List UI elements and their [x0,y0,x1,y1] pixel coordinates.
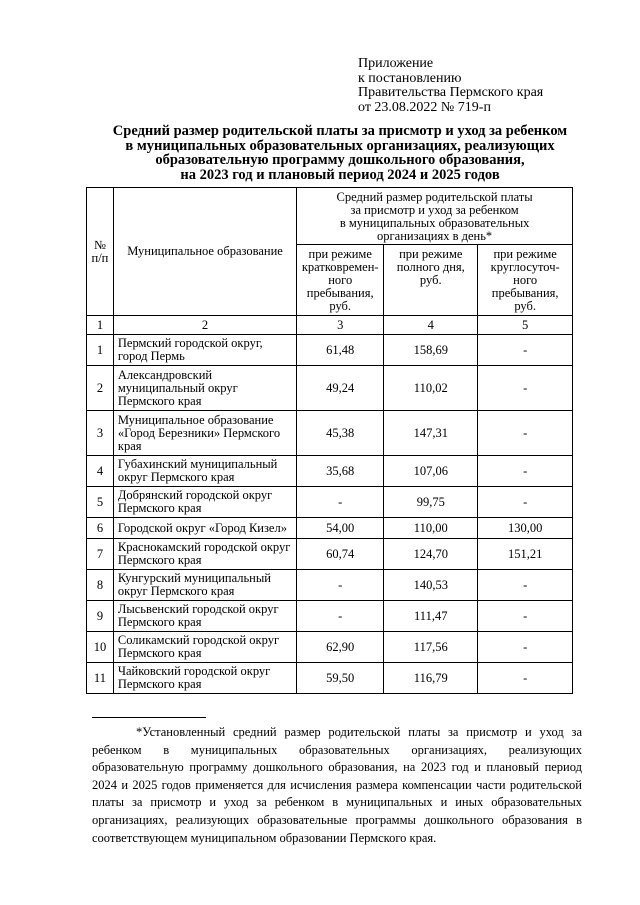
header-round-clock: при режиме круглосуточ- ного пребывания, руб. [478,245,573,316]
appendix-line: от 23.08.2022 № 719-п [358,99,491,115]
table-row [87,456,573,487]
short-stay-fee: - [297,570,384,601]
header-group: Средний размер родительской платы за присмотр и уход за ребенком в муниципальных образовательных организациях в день* [297,188,573,245]
short-stay-fee: - [297,487,384,518]
full-day-fee: 107,06 [384,456,478,487]
short-stay-fee: 62,90 [297,632,384,663]
full-day-fee: 99,75 [384,487,478,518]
appendix-line: к постановлению [358,70,462,86]
short-stay-fee: - [297,601,384,632]
table-row [87,539,573,570]
row-number: 6 [87,518,114,539]
short-stay-fee: 61,48 [297,335,384,366]
table-row [87,335,573,366]
short-stay-fee: 45,38 [297,411,384,456]
column-number: 2 [113,316,296,335]
row-number: 5 [87,487,114,518]
header-short-stay: при режиме кратковремен- ного пребывания, руб. [297,245,384,316]
title-line: на 2023 год и плановый период 2024 и 2025 годов [180,166,500,183]
document-title [60,124,620,182]
table-row [87,663,573,694]
appendix-line: Правительства Пермского края [358,85,544,100]
round-clock-fee: - [478,632,573,663]
column-number-row [87,316,573,335]
full-day-fee: 116,79 [384,663,478,694]
full-day-fee: 110,02 [384,366,478,411]
full-day-fee: 124,70 [384,539,478,570]
full-day-fee: 147,31 [384,411,478,456]
full-day-fee: 140,53 [384,570,478,601]
municipality-name: Городской округ «Город Кизел» [113,518,296,539]
municipality-name: Александровский муниципальный округ Пермского края [113,366,296,411]
row-number: 9 [87,601,114,632]
table-row [87,632,573,663]
table-row [87,518,573,539]
short-stay-fee: 49,24 [297,366,384,411]
round-clock-fee: - [478,366,573,411]
fees-table [86,187,573,694]
municipality-name: Кунгурский муниципальный округ Пермского края [113,570,296,601]
municipality-name: Пермский городской округ, город Пермь [113,335,296,366]
header-full-day: при режиме полного дня, руб. [384,245,478,316]
full-day-fee: 117,56 [384,632,478,663]
municipality-name: Добрянский городской округ Пермского края [113,487,296,518]
full-day-fee: 110,00 [384,518,478,539]
municipality-name: Краснокамский городской округ Пермского края [113,539,296,570]
table-row [87,570,573,601]
short-stay-fee: 54,00 [297,518,384,539]
footnote-text: *Установленный средний размер родительской платы за присмотр и уход за ребенком в муниципальных образовательных организациях, реализующих образовательную программу дошкольного образования, на 2023 год и плановый период 2024 и 2025 годов применяется для исчисления размера компенсации части родительской платы за присмотр и уход за ребенком в муниципальных и иных образовательных организациях, реализующих образовательные программы дошкольного образования в соответствующем муниципальном образовании Пермского края. [92,725,582,845]
appendix-block [358,57,543,115]
row-number: 4 [87,456,114,487]
row-number: 1 [87,335,114,366]
table-row [87,366,573,411]
row-number: 2 [87,366,114,411]
appendix-line: Приложение [358,56,434,71]
round-clock-fee: - [478,570,573,601]
municipality-name: Лысьвенский городской округ Пермского края [113,601,296,632]
short-stay-fee: 59,50 [297,663,384,694]
round-clock-fee: - [478,487,573,518]
short-stay-fee: 35,68 [297,456,384,487]
row-number: 11 [87,663,114,694]
round-clock-fee: - [478,663,573,694]
municipality-name: Соликамский городской округ Пермского края [113,632,296,663]
footnote [92,724,582,847]
full-day-fee: 158,69 [384,335,478,366]
column-number: 1 [87,316,114,335]
header-municipality: Муниципальное образование [113,188,296,316]
round-clock-fee: - [478,411,573,456]
column-number: 4 [384,316,478,335]
full-day-fee: 111,47 [384,601,478,632]
table-row [87,411,573,456]
table-header-row [87,188,573,245]
municipality-name: Губахинский муниципальный округ Пермского края [113,456,296,487]
header-num: № п/п [87,188,114,316]
table-row [87,601,573,632]
round-clock-fee: - [478,456,573,487]
municipality-name: Муниципальное образование «Город Березники» Пермского края [113,411,296,456]
round-clock-fee: 130,00 [478,518,573,539]
municipality-name: Чайковский городской округ Пермского края [113,663,296,694]
table-row [87,487,573,518]
round-clock-fee: - [478,335,573,366]
column-number: 3 [297,316,384,335]
row-number: 10 [87,632,114,663]
row-number: 3 [87,411,114,456]
title-line: в муниципальных образовательных организациях, реализующих [125,137,555,154]
round-clock-fee: 151,21 [478,539,573,570]
column-number: 5 [478,316,573,335]
row-number: 8 [87,570,114,601]
row-number: 7 [87,539,114,570]
title-line: Средний размер родительской платы за присмотр и уход за ребенком [112,123,568,139]
round-clock-fee: - [478,601,573,632]
footnote-divider [92,717,206,718]
title-line: образовательную программу дошкольного образования, [155,152,525,168]
short-stay-fee: 60,74 [297,539,384,570]
